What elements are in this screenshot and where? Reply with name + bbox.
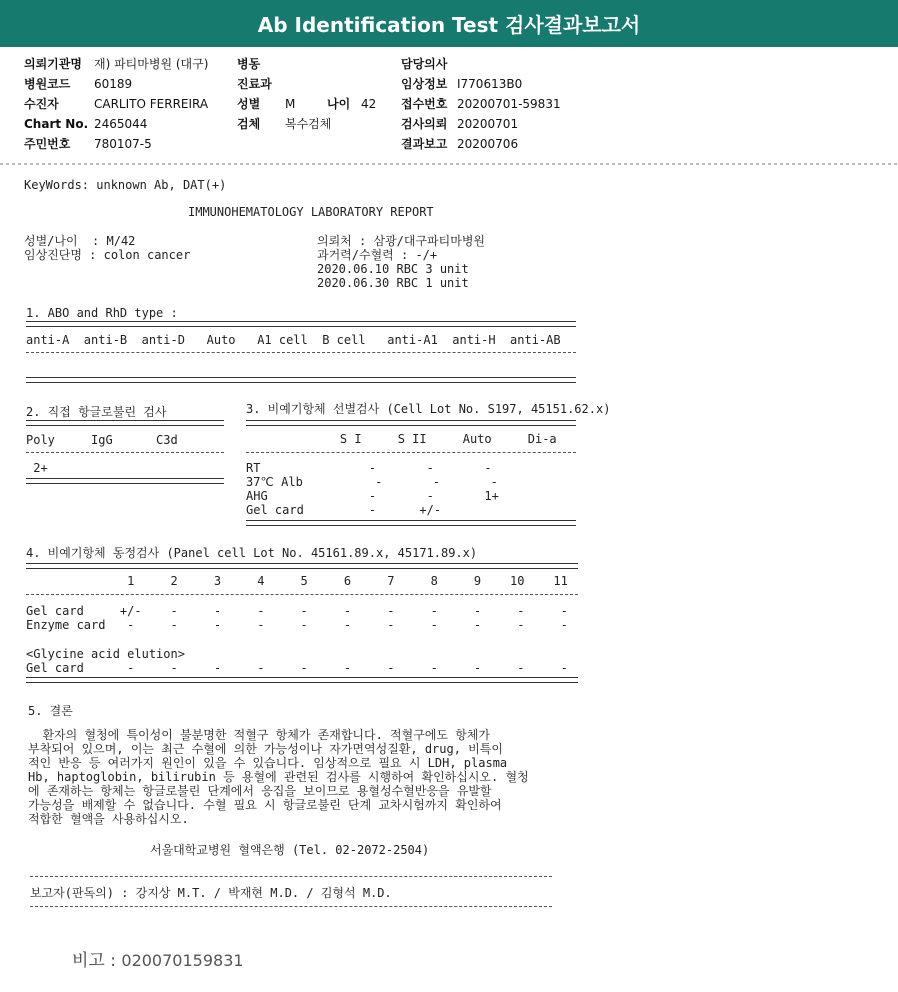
section-5-title: 5. 결론 <box>28 704 73 718</box>
section-1-title: 1. ABO and RhD type : <box>26 306 178 320</box>
label-hospital-code: 병원코드 <box>24 77 71 91</box>
conclusion-line: 적합한 혈액을 사용하십시오. <box>28 812 189 826</box>
label-receipt-no: 접수번호 <box>401 97 448 111</box>
label-institution: 의뢰기관명 <box>24 57 82 71</box>
label-department: 진료과 <box>237 77 272 91</box>
header-col-2 <box>237 54 376 134</box>
label-report-date: 결과보고 <box>401 137 448 151</box>
transfusion-2: 2020.06.30 RBC 1 unit <box>317 276 469 290</box>
label-clinical-info: 임상정보 <box>401 77 448 91</box>
glycine-row-gel: Gel card - - - - - - - - - - - <box>26 661 568 675</box>
divider <box>246 420 576 426</box>
label-sex: 성별 <box>237 97 261 111</box>
section-4-title: 4. 비예기항체 동정검사 (Panel cell Lot No. 45161.89.x, 45171.89.x) <box>26 546 478 560</box>
header-separator <box>0 163 898 165</box>
abo-column-headers: anti-A anti-B anti-D Auto A1 cell B cell anti-A1 anti-H anti-AB <box>26 333 561 347</box>
history: 과거력/수혈력 : -/+ <box>317 248 438 262</box>
label-id-number: 주민번호 <box>24 137 71 151</box>
divider <box>26 352 576 353</box>
header-col-1 <box>24 54 208 154</box>
screening-column-headers: S I S II Auto Di-a <box>246 432 557 446</box>
conclusion-line: 적인 반응 등 여러가지 원인이 있을 수 있습니다. 임상적으로 필요 시 LDH, plasma <box>28 756 508 770</box>
panel-row-gel: Gel card +/- - - - - - - - - - - <box>26 604 568 618</box>
label-chart-no: Chart No. <box>24 117 89 131</box>
label-request-date: 검사의뢰 <box>401 117 448 131</box>
sex-age: 성별/나이 : M/42 <box>24 234 136 248</box>
conclusion-line: 에 존재하는 항체는 항글로불린 단계에서 응집을 보이므로 용혈성수혈반응을 유발할 <box>28 784 492 798</box>
value-hospital-code: 60189 <box>94 77 133 91</box>
divider <box>26 594 578 595</box>
lab-report-title: IMMUNOHEMATOLOGY LABORATORY REPORT <box>188 205 434 219</box>
screening-row-alb: 37℃ Alb - - - <box>246 475 498 489</box>
conclusion-line: 가능성을 배제할 수 없습니다. 수혈 필요 시 항글로불린 단계 교차시험까지 확인하여 <box>28 798 502 812</box>
value-receipt-no: 20200701-59831 <box>457 97 561 111</box>
divider <box>26 377 576 383</box>
screening-row-gel: Gel card - +/- <box>246 503 442 517</box>
label-ward: 병동 <box>237 57 261 71</box>
divider <box>26 321 576 327</box>
requester: 의뢰처 : 삼광/대구파티마병원 <box>317 234 486 248</box>
dat-column-headers: Poly IgG C3d <box>26 433 178 447</box>
keywords: KeyWords: unknown Ab, DAT(+) <box>24 178 227 192</box>
value-patient: CARLITO FERREIRA <box>94 97 209 111</box>
blood-bank: 서울대학교병원 혈액은행 (Tel. 02-2072-2504) <box>150 843 430 857</box>
divider <box>30 876 552 877</box>
transfusion-1: 2020.06.10 RBC 3 unit <box>317 262 469 276</box>
conclusion-line: 환자의 혈청에 특이성이 불분명한 적혈구 항체가 존재합니다. 적혈구에도 항체가 <box>28 728 491 742</box>
panel-column-headers: 1 2 3 4 5 6 7 8 9 10 11 <box>26 574 568 588</box>
remarks-value: 020070159831 <box>121 951 244 970</box>
glycine-title: <Glycine acid elution> <box>26 647 185 661</box>
divider <box>26 563 578 569</box>
screening-row-ahg: AHG - - 1+ <box>246 489 499 503</box>
conclusion-line: Hb, haptoglobin, bilirubin 등 용혈에 관련된 검사를 시행하여 확인하십시오. 혈청 <box>28 770 529 784</box>
section-3-title: 3. 비예기항체 선별검사 (Cell Lot No. S197, 45151.62.x) <box>246 402 611 416</box>
remarks-label: 비고 : <box>72 951 116 971</box>
value-clinical-info: I770613B0 <box>457 77 523 91</box>
report-title-bar <box>0 0 898 47</box>
reporter: 보고자(판독의) : 강지상 M.T. / 박재현 M.D. / 김형석 M.D. <box>30 886 392 900</box>
label-patient: 수진자 <box>24 97 59 111</box>
clinical-diagnosis: 임상진단명 : colon cancer <box>24 248 191 262</box>
value-chart-no: 2465044 <box>94 117 148 131</box>
header-col-3 <box>401 54 561 154</box>
value-specimen: 복수검체 <box>285 117 332 131</box>
value-id-number: 780107-5 <box>94 137 152 151</box>
divider <box>26 452 224 453</box>
divider <box>26 478 224 484</box>
value-institution: 재) 파티마병원 (대구) <box>94 57 209 71</box>
conclusion-line: 부착되어 있으며, 이는 최근 수혈에 의한 가능성이나 자가면역성질환, drug, 비특이 <box>28 742 503 756</box>
value-sex: M <box>285 97 296 111</box>
value-request-date: 20200701 <box>457 117 519 131</box>
divider <box>26 677 578 683</box>
divider <box>30 906 552 907</box>
dat-values: 2+ <box>26 461 48 475</box>
divider <box>26 420 224 426</box>
screening-row-rt: RT - - - <box>246 461 492 475</box>
label-specimen: 검체 <box>237 117 261 131</box>
section-2-title: 2. 직접 항글로불린 검사 <box>26 405 167 419</box>
report-title: Ab Identification Test 검사결과보고서 <box>257 13 641 37</box>
divider <box>246 520 576 526</box>
value-age: 42 <box>361 97 377 111</box>
value-report-date: 20200706 <box>457 137 519 151</box>
panel-row-enzyme: Enzyme card - - - - - - - - - - - <box>26 618 568 632</box>
label-age: 나이 <box>327 97 351 111</box>
divider <box>246 452 576 453</box>
remarks <box>72 946 244 971</box>
label-physician: 담당의사 <box>401 57 448 71</box>
